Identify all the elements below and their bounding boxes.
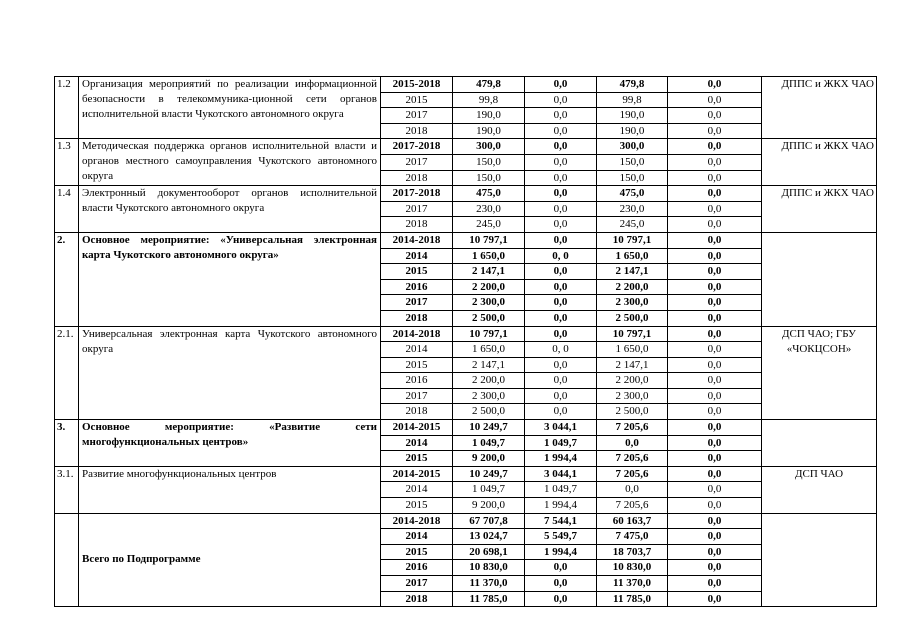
district-budget-cell: 7 205,6	[597, 451, 668, 467]
total-amount-cell: 10 797,1	[453, 232, 525, 248]
total-amount-cell: 2 200,0	[453, 279, 525, 295]
district-budget-cell: 10 797,1	[597, 232, 668, 248]
period-cell: 2015	[381, 451, 453, 467]
district-budget-cell: 7 205,6	[597, 466, 668, 482]
total-amount-cell: 10 797,1	[453, 326, 525, 342]
federal-budget-cell: 0,0	[525, 232, 597, 248]
federal-budget-cell: 0,0	[525, 154, 597, 170]
other-sources-cell: 0,0	[668, 154, 762, 170]
federal-budget-cell: 0,0	[525, 373, 597, 389]
other-sources-cell: 0,0	[668, 529, 762, 545]
federal-budget-cell: 3 044,1	[525, 466, 597, 482]
federal-budget-cell: 0,0	[525, 201, 597, 217]
federal-budget-cell: 0,0	[525, 170, 597, 186]
table-row	[55, 420, 877, 436]
period-cell: 2015	[381, 544, 453, 560]
district-budget-cell: 10 830,0	[597, 560, 668, 576]
total-amount-cell: 9 200,0	[453, 498, 525, 514]
responsible-executor	[762, 232, 877, 326]
item-name: Методическая поддержка органов исполнительной власти и органов местного самоуправления Чукотского автономного округа	[79, 139, 381, 186]
responsible-executor: ДППС и ЖКХ ЧАО	[762, 139, 877, 186]
district-budget-cell: 18 703,7	[597, 544, 668, 560]
district-budget-cell: 0,0	[597, 482, 668, 498]
table-row	[55, 139, 877, 155]
district-budget-cell: 7 475,0	[597, 529, 668, 545]
total-amount-cell: 245,0	[453, 217, 525, 233]
federal-budget-cell: 0,0	[525, 576, 597, 592]
total-amount-cell: 1 650,0	[453, 248, 525, 264]
item-number: 2.	[55, 232, 79, 326]
district-budget-cell: 190,0	[597, 108, 668, 124]
district-budget-cell: 0,0	[597, 435, 668, 451]
table-row	[55, 77, 877, 93]
district-budget-cell: 475,0	[597, 186, 668, 202]
period-cell: 2015	[381, 264, 453, 280]
period-cell: 2016	[381, 560, 453, 576]
other-sources-cell: 0,0	[668, 466, 762, 482]
total-amount-cell: 20 698,1	[453, 544, 525, 560]
federal-budget-cell: 5 549,7	[525, 529, 597, 545]
other-sources-cell: 0,0	[668, 544, 762, 560]
period-cell: 2014-2015	[381, 420, 453, 436]
item-name: Развитие многофункциональных центров	[79, 466, 381, 513]
item-name: Основное мероприятие: «Универсальная электронная карта Чукотского автономного округа»	[79, 232, 381, 326]
district-budget-cell: 479,8	[597, 77, 668, 93]
other-sources-cell: 0,0	[668, 357, 762, 373]
period-cell: 2016	[381, 279, 453, 295]
district-budget-cell: 245,0	[597, 217, 668, 233]
other-sources-cell: 0,0	[668, 326, 762, 342]
item-name: Организация мероприятий по реализации информационной безопасности в телекоммуника-ционной сети органов исполнительной власти Чукотского автономного округа	[79, 77, 381, 139]
period-cell: 2017	[381, 295, 453, 311]
district-budget-cell: 2 200,0	[597, 279, 668, 295]
total-amount-cell: 10 249,7	[453, 466, 525, 482]
period-cell: 2018	[381, 591, 453, 607]
period-cell: 2018	[381, 123, 453, 139]
other-sources-cell: 0,0	[668, 576, 762, 592]
federal-budget-cell: 0,0	[525, 310, 597, 326]
other-sources-cell: 0,0	[668, 310, 762, 326]
other-sources-cell: 0,0	[668, 123, 762, 139]
item-name: Основное мероприятие: «Развитие сети многофункциональных центров»	[79, 420, 381, 467]
district-budget-cell: 2 147,1	[597, 264, 668, 280]
period-cell: 2015	[381, 357, 453, 373]
federal-budget-cell: 0,0	[525, 139, 597, 155]
period-cell: 2017	[381, 108, 453, 124]
total-amount-cell: 2 147,1	[453, 264, 525, 280]
total-amount-cell: 150,0	[453, 170, 525, 186]
other-sources-cell: 0,0	[668, 388, 762, 404]
total-amount-cell: 1 049,7	[453, 482, 525, 498]
other-sources-cell: 0,0	[668, 482, 762, 498]
item-number: 1.2	[55, 77, 79, 139]
responsible-executor: ДСП ЧАО; ГБУ «ЧОКЦСОН»	[762, 326, 877, 420]
table-row	[55, 232, 877, 248]
district-budget-cell: 1 650,0	[597, 342, 668, 358]
total-amount-cell: 11 370,0	[453, 576, 525, 592]
responsible-executor: ДППС и ЖКХ ЧАО	[762, 77, 877, 139]
other-sources-cell: 0,0	[668, 342, 762, 358]
other-sources-cell: 0,0	[668, 295, 762, 311]
responsible-executor	[762, 420, 877, 467]
federal-budget-cell: 0,0	[525, 77, 597, 93]
other-sources-cell: 0,0	[668, 232, 762, 248]
other-sources-cell: 0,0	[668, 513, 762, 529]
other-sources-cell: 0,0	[668, 264, 762, 280]
table-row	[55, 326, 877, 342]
federal-budget-cell: 7 544,1	[525, 513, 597, 529]
federal-budget-cell: 0,0	[525, 279, 597, 295]
item-number: 3.1.	[55, 466, 79, 513]
period-cell: 2017	[381, 576, 453, 592]
period-cell: 2014	[381, 248, 453, 264]
total-amount-cell: 479,8	[453, 77, 525, 93]
other-sources-cell: 0,0	[668, 77, 762, 93]
federal-budget-cell: 0,0	[525, 357, 597, 373]
item-number	[55, 513, 79, 607]
district-budget-cell: 150,0	[597, 170, 668, 186]
total-amount-cell: 1 049,7	[453, 435, 525, 451]
district-budget-cell: 2 500,0	[597, 404, 668, 420]
district-budget-cell: 11 785,0	[597, 591, 668, 607]
table-row	[55, 513, 877, 529]
total-amount-cell: 11 785,0	[453, 591, 525, 607]
period-cell: 2014	[381, 342, 453, 358]
federal-budget-cell: 0, 0	[525, 342, 597, 358]
period-cell: 2018	[381, 217, 453, 233]
district-budget-cell: 2 300,0	[597, 295, 668, 311]
federal-budget-cell: 0,0	[525, 217, 597, 233]
total-amount-cell: 2 500,0	[453, 404, 525, 420]
item-name: Универсальная электронная карта Чукотского автономного округа	[79, 326, 381, 420]
other-sources-cell: 0,0	[668, 92, 762, 108]
federal-budget-cell: 1 049,7	[525, 482, 597, 498]
subprogram-table-page	[54, 76, 876, 607]
total-amount-cell: 9 200,0	[453, 451, 525, 467]
period-cell: 2015	[381, 92, 453, 108]
period-cell: 2017	[381, 388, 453, 404]
period-cell: 2014-2015	[381, 466, 453, 482]
district-budget-cell: 190,0	[597, 123, 668, 139]
federal-budget-cell: 0,0	[525, 560, 597, 576]
district-budget-cell: 300,0	[597, 139, 668, 155]
item-number: 1.4	[55, 186, 79, 233]
period-cell: 2016	[381, 373, 453, 389]
total-amount-cell: 67 707,8	[453, 513, 525, 529]
table-row	[55, 186, 877, 202]
total-amount-cell: 2 147,1	[453, 357, 525, 373]
district-budget-cell: 2 500,0	[597, 310, 668, 326]
district-budget-cell: 11 370,0	[597, 576, 668, 592]
district-budget-cell: 7 205,6	[597, 420, 668, 436]
period-cell: 2018	[381, 310, 453, 326]
other-sources-cell: 0,0	[668, 420, 762, 436]
other-sources-cell: 0,0	[668, 591, 762, 607]
total-amount-cell: 2 300,0	[453, 388, 525, 404]
period-cell: 2017-2018	[381, 186, 453, 202]
item-number: 2.1.	[55, 326, 79, 420]
period-cell: 2014	[381, 529, 453, 545]
item-name: Электронный документооборот органов исполнительной власти Чукотского автономного округа	[79, 186, 381, 233]
district-budget-cell: 99,8	[597, 92, 668, 108]
federal-budget-cell: 0,0	[525, 591, 597, 607]
federal-budget-cell: 0,0	[525, 404, 597, 420]
period-cell: 2014	[381, 435, 453, 451]
total-amount-cell: 10 830,0	[453, 560, 525, 576]
other-sources-cell: 0,0	[668, 201, 762, 217]
total-amount-cell: 99,8	[453, 92, 525, 108]
responsible-executor: ДППС и ЖКХ ЧАО	[762, 186, 877, 233]
federal-budget-cell: 1 049,7	[525, 435, 597, 451]
federal-budget-cell: 0,0	[525, 326, 597, 342]
period-cell: 2017	[381, 201, 453, 217]
federal-budget-cell: 0,0	[525, 388, 597, 404]
total-amount-cell: 475,0	[453, 186, 525, 202]
total-amount-cell: 2 300,0	[453, 295, 525, 311]
other-sources-cell: 0,0	[668, 108, 762, 124]
total-amount-cell: 13 024,7	[453, 529, 525, 545]
total-amount-cell: 190,0	[453, 108, 525, 124]
district-budget-cell: 230,0	[597, 201, 668, 217]
other-sources-cell: 0,0	[668, 279, 762, 295]
item-number: 1.3	[55, 139, 79, 186]
period-cell: 2014	[381, 482, 453, 498]
district-budget-cell: 60 163,7	[597, 513, 668, 529]
district-budget-cell: 2 147,1	[597, 357, 668, 373]
funding-table	[54, 76, 877, 607]
responsible-executor: ДСП ЧАО	[762, 466, 877, 513]
total-amount-cell: 230,0	[453, 201, 525, 217]
other-sources-cell: 0,0	[668, 451, 762, 467]
federal-budget-cell: 0,0	[525, 295, 597, 311]
period-cell: 2014-2018	[381, 513, 453, 529]
district-budget-cell: 7 205,6	[597, 498, 668, 514]
federal-budget-cell: 0,0	[525, 92, 597, 108]
federal-budget-cell: 0, 0	[525, 248, 597, 264]
federal-budget-cell: 0,0	[525, 123, 597, 139]
district-budget-cell: 10 797,1	[597, 326, 668, 342]
item-name: Всего по Подпрограмме	[79, 513, 381, 607]
federal-budget-cell: 1 994,4	[525, 451, 597, 467]
table-row	[55, 466, 877, 482]
total-amount-cell: 300,0	[453, 139, 525, 155]
funding-table-body	[55, 77, 877, 607]
district-budget-cell: 2 200,0	[597, 373, 668, 389]
other-sources-cell: 0,0	[668, 186, 762, 202]
district-budget-cell: 150,0	[597, 154, 668, 170]
other-sources-cell: 0,0	[668, 404, 762, 420]
total-amount-cell: 2 500,0	[453, 310, 525, 326]
district-budget-cell: 1 650,0	[597, 248, 668, 264]
federal-budget-cell: 1 994,4	[525, 544, 597, 560]
other-sources-cell: 0,0	[668, 373, 762, 389]
item-number: 3.	[55, 420, 79, 467]
total-amount-cell: 190,0	[453, 123, 525, 139]
period-cell: 2017	[381, 154, 453, 170]
other-sources-cell: 0,0	[668, 498, 762, 514]
other-sources-cell: 0,0	[668, 139, 762, 155]
federal-budget-cell: 0,0	[525, 108, 597, 124]
federal-budget-cell: 0,0	[525, 264, 597, 280]
other-sources-cell: 0,0	[668, 217, 762, 233]
federal-budget-cell: 0,0	[525, 186, 597, 202]
period-cell: 2018	[381, 170, 453, 186]
responsible-executor	[762, 513, 877, 607]
federal-budget-cell: 1 994,4	[525, 498, 597, 514]
period-cell: 2014-2018	[381, 326, 453, 342]
period-cell: 2017-2018	[381, 139, 453, 155]
total-amount-cell: 2 200,0	[453, 373, 525, 389]
federal-budget-cell: 3 044,1	[525, 420, 597, 436]
period-cell: 2018	[381, 404, 453, 420]
other-sources-cell: 0,0	[668, 560, 762, 576]
district-budget-cell: 2 300,0	[597, 388, 668, 404]
total-amount-cell: 150,0	[453, 154, 525, 170]
other-sources-cell: 0,0	[668, 248, 762, 264]
period-cell: 2014-2018	[381, 232, 453, 248]
period-cell: 2015-2018	[381, 77, 453, 93]
period-cell: 2015	[381, 498, 453, 514]
total-amount-cell: 1 650,0	[453, 342, 525, 358]
other-sources-cell: 0,0	[668, 435, 762, 451]
other-sources-cell: 0,0	[668, 170, 762, 186]
total-amount-cell: 10 249,7	[453, 420, 525, 436]
